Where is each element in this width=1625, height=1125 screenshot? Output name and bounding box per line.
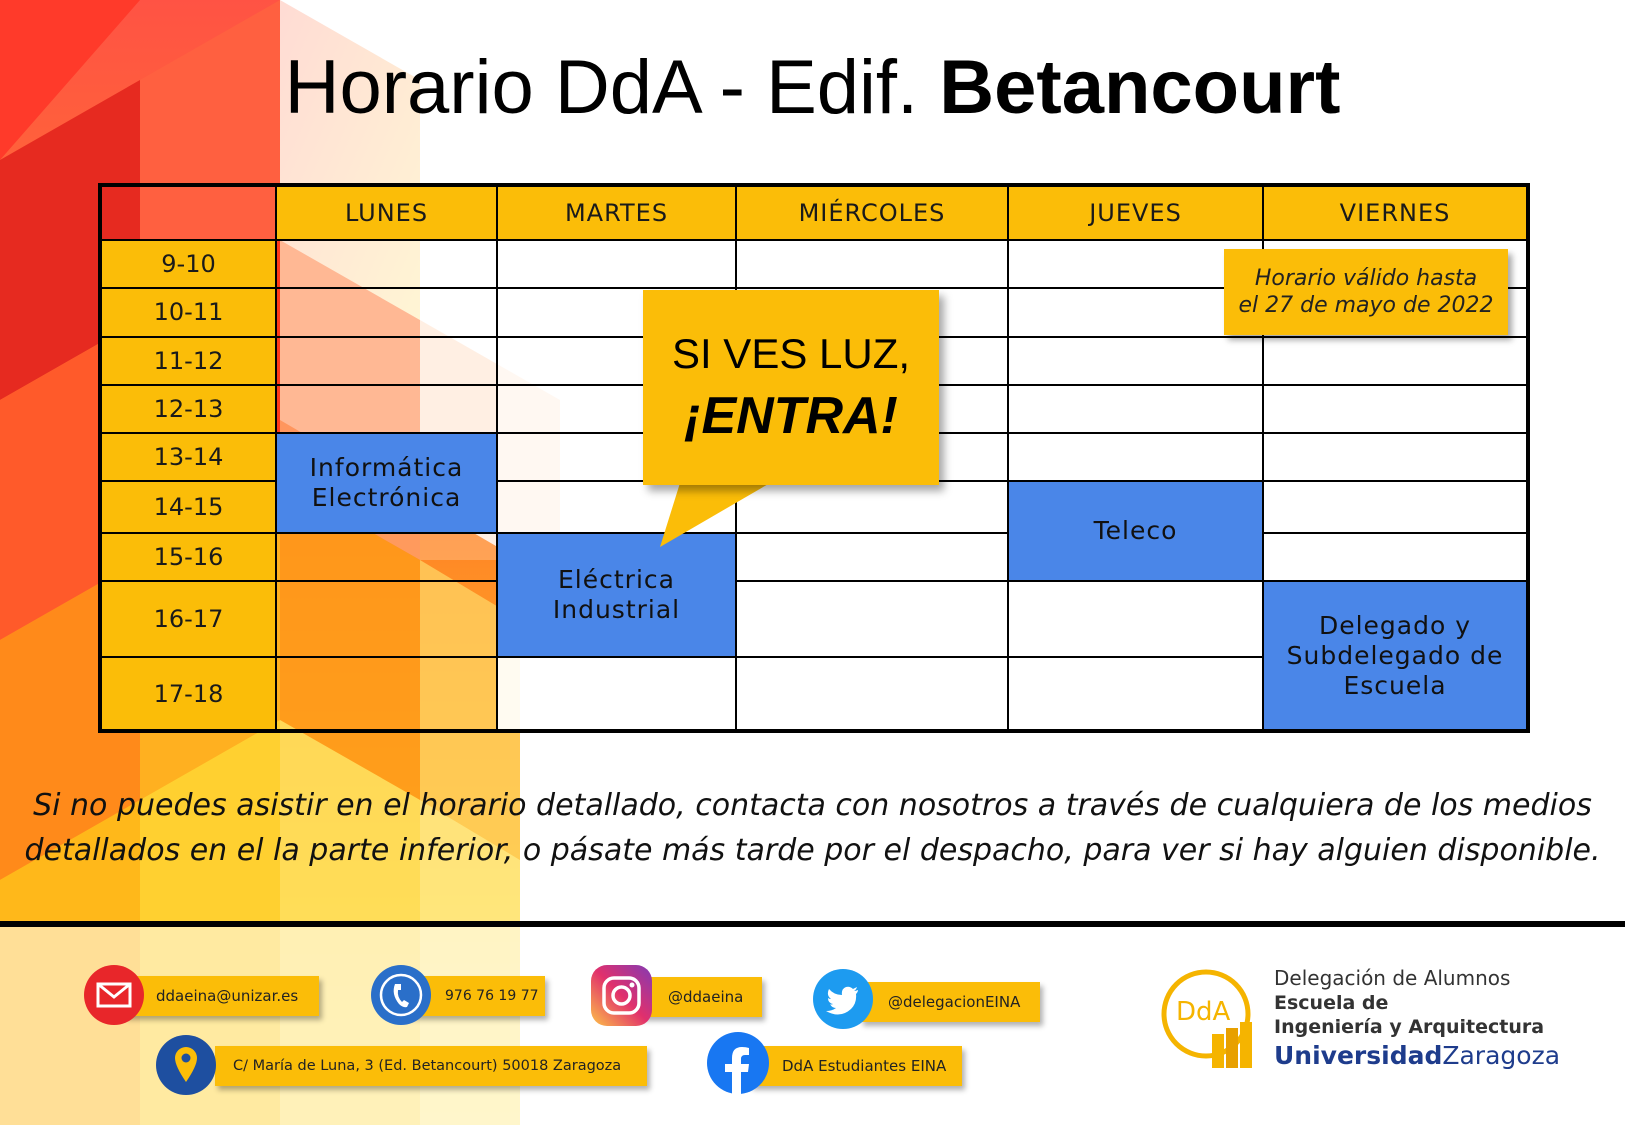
hour-label: 17-18	[100, 657, 276, 731]
phone-label: 976 76 19 77	[445, 988, 539, 1004]
empty-cell	[736, 581, 1008, 657]
valid-note-line: Horario válido hasta	[1254, 266, 1478, 291]
phone-icon	[370, 964, 432, 1026]
empty-cell	[1008, 581, 1263, 657]
callout-bubble	[643, 290, 939, 485]
day-header: JUEVES	[1008, 185, 1263, 240]
empty-cell	[276, 240, 497, 288]
email-label: ddaeina@unizar.es	[156, 987, 299, 1005]
instagram-icon	[590, 964, 653, 1027]
valid-until-note	[1224, 249, 1508, 335]
institution-logo	[1274, 966, 1560, 1073]
logo-uni-light: Zaragoza	[1442, 1041, 1561, 1070]
location-pin-icon	[155, 1034, 217, 1096]
facebook-contact[interactable]	[750, 1046, 962, 1086]
header-row	[100, 185, 1528, 240]
logo-uni-bold: Universidad	[1274, 1041, 1443, 1070]
empty-cell	[1008, 385, 1263, 433]
empty-cell	[276, 581, 497, 657]
empty-cell	[736, 481, 1008, 533]
empty-cell	[276, 533, 497, 581]
empty-cell	[1263, 385, 1528, 433]
day-header: MARTES	[497, 185, 736, 240]
empty-cell	[1008, 433, 1263, 481]
twitter-contact[interactable]	[860, 982, 1040, 1022]
address-label: C/ María de Luna, 3 (Ed. Betancourt) 50018 Zaragoza	[233, 1058, 622, 1074]
empty-cell	[276, 288, 497, 336]
callout-tail	[660, 483, 770, 547]
day-header: MIÉRCOLES	[736, 185, 1008, 240]
hour-label: 11-12	[100, 337, 276, 385]
divider	[0, 921, 1625, 927]
empty-cell	[1263, 337, 1528, 385]
block-line: Teleco	[1093, 516, 1178, 546]
logo-university	[1274, 1039, 1560, 1073]
twitter-label: @delegacionEINA	[888, 993, 1021, 1011]
hour-row	[100, 533, 1528, 581]
title-prefix: Horario DdA - Edif.	[284, 45, 940, 130]
empty-cell	[1263, 481, 1528, 533]
block-line: Subdelegado de	[1286, 640, 1504, 670]
block-line: Industrial	[552, 595, 681, 625]
callout-line1: SI VES LUZ,	[671, 330, 911, 377]
day-header: VIERNES	[1263, 185, 1528, 240]
facebook-label: DdA Estudiantes EINA	[782, 1057, 947, 1075]
hour-label: 15-16	[100, 533, 276, 581]
page-title	[0, 44, 1625, 131]
block-martes	[497, 533, 736, 657]
empty-cell	[1008, 657, 1263, 731]
notice-text	[10, 783, 1615, 873]
email-icon	[83, 964, 145, 1026]
empty-cell	[736, 657, 1008, 731]
hour-label: 14-15	[100, 481, 276, 533]
hour-row	[100, 581, 1528, 657]
block-line: Informática	[309, 453, 464, 483]
empty-cell	[736, 240, 1008, 288]
hour-label: 16-17	[100, 581, 276, 657]
block-line: Eléctrica	[558, 565, 675, 595]
block-lunes	[276, 433, 497, 533]
twitter-icon	[812, 968, 874, 1030]
empty-cell	[276, 385, 497, 433]
notice-line: detallados en el la parte inferior, o pásate más tarde por el despacho, para ver si hay alguien disponible.	[24, 833, 1601, 868]
logo-line: Ingeniería y Arquitectura	[1274, 1016, 1545, 1038]
notice-line: Si no puedes asistir en el horario detallado, contacta con nosotros a través de cualquiera de los medios	[33, 788, 1592, 823]
hour-label: 9-10	[100, 240, 276, 288]
block-jueves	[1008, 481, 1263, 581]
logo-line: Delegación de Alumnos	[1274, 966, 1511, 990]
dda-logo-text: DdA	[1176, 997, 1231, 1027]
block-line: Escuela	[1343, 670, 1447, 700]
hour-label: 12-13	[100, 385, 276, 433]
address-contact[interactable]	[215, 1046, 647, 1086]
empty-cell	[1263, 533, 1528, 581]
corner-cell	[100, 185, 276, 240]
email-contact[interactable]	[124, 976, 319, 1016]
logo-line: Escuela de	[1274, 992, 1389, 1014]
day-header: LUNES	[276, 185, 497, 240]
valid-note-line: el 27 de mayo de 2022	[1238, 293, 1494, 318]
empty-cell	[497, 240, 736, 288]
empty-cell	[276, 657, 497, 731]
block-viernes	[1263, 581, 1528, 731]
empty-cell	[497, 657, 736, 731]
empty-cell	[736, 533, 1008, 581]
callout-line2: ¡ENTRA!	[684, 387, 898, 445]
hour-label: 10-11	[100, 288, 276, 336]
empty-cell	[276, 337, 497, 385]
hour-label: 13-14	[100, 433, 276, 481]
title-building: Betancourt	[939, 45, 1341, 130]
empty-cell	[1008, 337, 1263, 385]
block-line: Electrónica	[311, 483, 462, 513]
facebook-icon	[706, 1031, 770, 1095]
block-line: Delegado y	[1318, 610, 1472, 640]
empty-cell	[1263, 433, 1528, 481]
instagram-label: @ddaeina	[668, 988, 744, 1006]
